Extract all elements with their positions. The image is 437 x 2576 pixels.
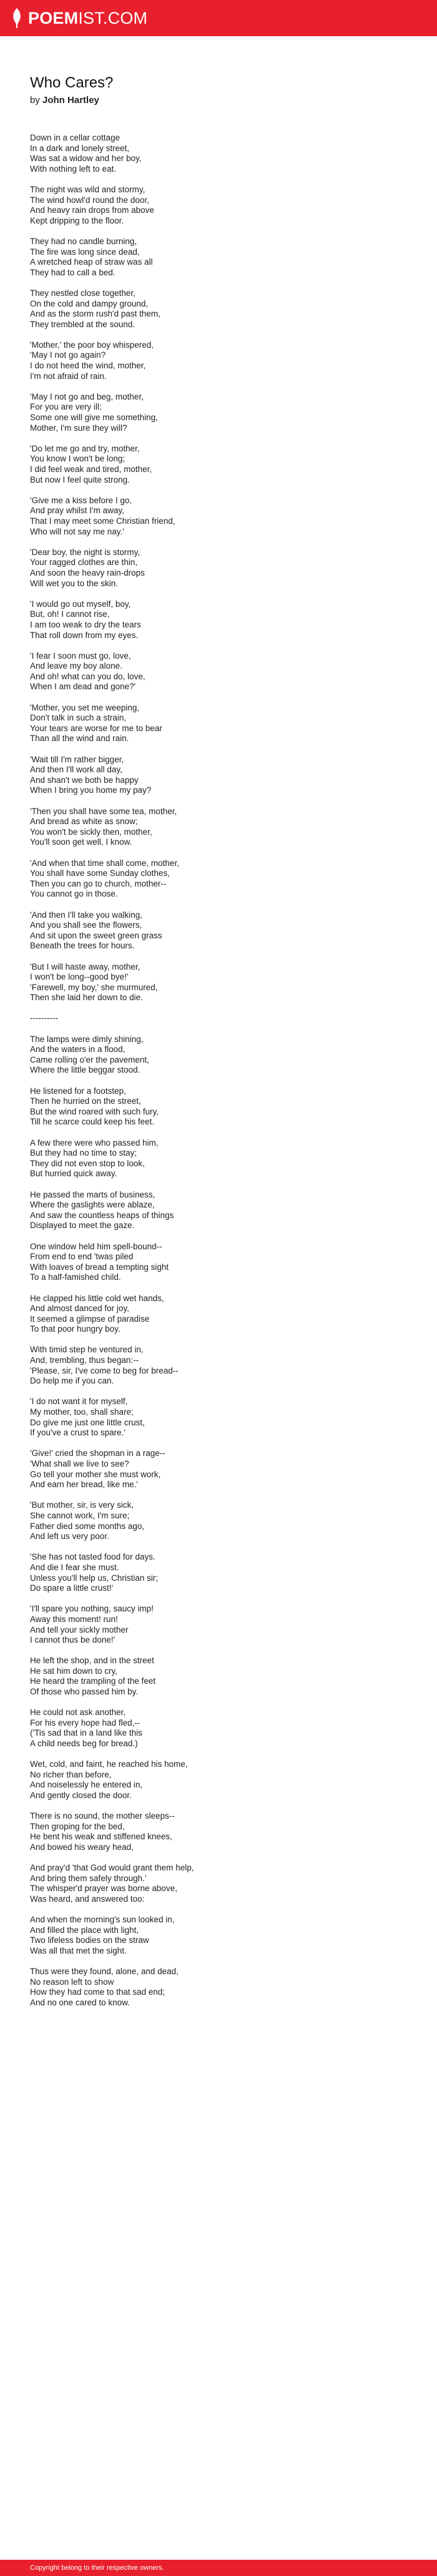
poem-line: Then you can go to church, mother--	[30, 878, 167, 888]
stanza	[30, 1345, 405, 1386]
stanza	[30, 1013, 405, 1024]
poem-line: And pray'd 'that God would grant them help,	[30, 1863, 194, 1873]
poem-line: And shan't we both be happy	[30, 775, 139, 785]
poem-body	[30, 133, 405, 2008]
poem-line: 'What shall we live to see?	[30, 1459, 129, 1468]
poem-line: And as the storm rush'd past them,	[30, 309, 160, 319]
logo-text	[28, 7, 147, 29]
stanza	[30, 185, 405, 226]
site-logo[interactable]	[11, 7, 147, 29]
poem-line: Where the gaslights were ablaze,	[30, 1200, 155, 1210]
stanza	[30, 755, 405, 796]
copyright-text: Copyright belong to their respective owners.	[30, 2564, 164, 2572]
poem-line: And you shall see the flowers,	[30, 920, 142, 930]
poem-line: Your ragged clothes are thin,	[30, 558, 138, 568]
poem-line: How they had come to that sad end;	[30, 1987, 165, 1997]
poem-line: Down in a cellar cottage	[30, 133, 120, 142]
stanza	[30, 1242, 405, 1283]
poem-line: But, oh! I cannot rise,	[30, 609, 110, 619]
stanza	[30, 1294, 405, 1335]
poem-line: And tell your sickly mother	[30, 1625, 129, 1635]
stanza	[30, 910, 405, 951]
poem-line: From end to end 'twas piled	[30, 1252, 134, 1262]
poem-line: And then I'll work all day,	[30, 765, 122, 775]
poem-line: Thus were they found, alone, and dead,	[30, 1967, 179, 1977]
poem-line: The wind howl'd round the door,	[30, 195, 149, 205]
poem-line: 'May I not go again?	[30, 350, 106, 360]
stanza	[30, 858, 405, 900]
poem-line: Two lifeless bodies on the straw	[30, 1935, 149, 1945]
poem-line: The lamps were dimly shining,	[30, 1034, 144, 1044]
poem-line: One window held him spell-bound--	[30, 1241, 162, 1251]
poem-line: You cannot go in those.	[30, 889, 118, 899]
poem-line: Was heard, and answered too:	[30, 1894, 145, 1904]
stanza	[30, 1915, 405, 1956]
quill-pen-icon	[11, 8, 23, 28]
poem-line: And bring them safely through.'	[30, 1873, 147, 1883]
poem-line: They nestled close together,	[30, 288, 135, 298]
poem-line: You won't be sickly then, mother,	[30, 827, 152, 837]
poem-line: And earn her bread, like me.'	[30, 1480, 138, 1490]
poem-line: He bent his weak and stiffened knees,	[30, 1832, 172, 1842]
poem-line: 'I'll spare you nothing, saucy imp!	[30, 1604, 154, 1614]
stanza	[30, 1604, 405, 1645]
poem-line: Do spare a little crust!'	[30, 1583, 114, 1593]
poem-content	[30, 74, 405, 2018]
poem-line: ----------	[30, 1013, 58, 1023]
stanza	[30, 651, 405, 692]
poem-line: But the wind roared with such fury,	[30, 1106, 159, 1116]
poem-line: 'She has not tasted food for days.	[30, 1552, 155, 1562]
poem-line: I do not heed the wind, mother,	[30, 361, 146, 371]
poem-line: 'Do let me go and try, mother,	[30, 443, 140, 453]
poem-line: 'Please, sir, I've come to beg for bread--	[30, 1365, 179, 1375]
poem-line: 'Give!' cried the shopman in a rage--	[30, 1448, 165, 1458]
poem-line: He passed the marts of business,	[30, 1189, 155, 1199]
stanza	[30, 1656, 405, 1697]
poem-line: 'But I will haste away, mother,	[30, 961, 140, 971]
stanza	[30, 237, 405, 278]
poem-line: He listened for a footstep,	[30, 1086, 126, 1096]
stanza	[30, 703, 405, 744]
poem-line: With loaves of bread a tempting sight	[30, 1262, 169, 1272]
poem-line: Then she laid her down to die.	[30, 993, 143, 1003]
poem-line: I cannot thus be done!'	[30, 1635, 115, 1645]
poem-line: And heavy rain drops from above	[30, 205, 154, 215]
poem-line: Where the little beggar stood.	[30, 1065, 140, 1075]
poem-line: 'Farewell, my boy,' she murmured,	[30, 982, 158, 992]
poem-line: 'May I not go and beg, mother,	[30, 391, 144, 401]
poem-line: Father died some months ago,	[30, 1521, 145, 1531]
logo-light-text: IST.COM	[78, 9, 148, 27]
poem-line: Came rolling o'er the pavement,	[30, 1054, 149, 1064]
by-prefix: by	[30, 95, 40, 106]
poem-line: You know I won't be long;	[30, 454, 125, 464]
poem-line: Some one will give me something,	[30, 413, 158, 423]
poem-line: Displayed to meet the gaze.	[30, 1221, 135, 1231]
poem-line: Don't talk in such a strain,	[30, 713, 127, 723]
poem-line: When I am dead and gone?'	[30, 682, 136, 692]
poem-line: The night was wild and stormy,	[30, 184, 145, 194]
poem-line: And oh! what can you do, love,	[30, 671, 145, 681]
poem-line: Mother, I'm sure they will?	[30, 423, 127, 433]
poem-line: And no one cared to know.	[30, 1997, 130, 2007]
poem-line: 'I do not want it for myself,	[30, 1397, 128, 1407]
poem-line: Till he scarce could keep his feet.	[30, 1117, 155, 1127]
poem-line: I won't be long--good bye!'	[30, 972, 129, 982]
poem-line: And when the morning's sun looked in,	[30, 1915, 175, 1925]
poem-line: And almost danced for joy,	[30, 1304, 129, 1314]
stanza	[30, 1552, 405, 1593]
poem-line: Was all that met the sight.	[30, 1945, 127, 1955]
poem-line: Do help me if you can.	[30, 1376, 114, 1386]
poem-line: Beneath the trees for hours.	[30, 941, 135, 951]
poem-byline	[30, 94, 405, 107]
poem-line: 'Mother, you set me weeping,	[30, 702, 140, 712]
stanza	[30, 807, 405, 848]
poem-line: And sit upon the sweet green grass	[30, 930, 162, 940]
poem-line: I did feel weak and tired, mother,	[30, 465, 152, 474]
poem-line: Will wet you to the skin.	[30, 578, 119, 588]
poem-line: And, trembling, thus began:--	[30, 1355, 139, 1365]
stanza	[30, 1138, 405, 1179]
poem-line: A wretched heap of straw was all	[30, 257, 153, 267]
poem-line: No reason left to show	[30, 1977, 114, 1987]
poem-line: You shall have some Sunday clothes,	[30, 868, 170, 878]
poem-line: They had to call a bed.	[30, 267, 115, 277]
poem-line: For you are very ill;	[30, 402, 102, 412]
stanza	[30, 1500, 405, 1541]
poem-line: 'I would go out myself, boy,	[30, 599, 131, 609]
stanza	[30, 392, 405, 433]
poem-line: That I may meet some Christian friend,	[30, 516, 175, 526]
stanza	[30, 133, 405, 174]
poem-line: In a dark and lonely street,	[30, 143, 130, 153]
poem-line: I am too weak to dry the tears	[30, 619, 141, 629]
poem-line: Your tears are worse for me to bear	[30, 723, 162, 733]
poem-line: And pray whilst I'm away,	[30, 506, 124, 516]
stanza	[30, 1397, 405, 1438]
stanza	[30, 1035, 405, 1076]
poem-line: And die I fear she must.	[30, 1562, 119, 1572]
poem-line: On the cold and dampy ground,	[30, 298, 149, 308]
poem-line: He could not ask another,	[30, 1708, 126, 1718]
poem-line: But hurried quick away.	[30, 1169, 117, 1179]
poem-line: With nothing left to eat.	[30, 164, 117, 174]
poem-line: He sat him down to cry,	[30, 1666, 118, 1676]
poem-line: To that poor hungry boy.	[30, 1324, 120, 1334]
poem-line: A few there were who passed him,	[30, 1138, 159, 1148]
site-footer	[0, 2560, 437, 2576]
logo-bold-text: POEM	[28, 9, 79, 27]
poem-line: 'And then I'll take you walking,	[30, 910, 143, 920]
poem-line: Kept dripping to the floor.	[30, 215, 124, 225]
poem-line: They trembled at the sound.	[30, 319, 135, 329]
poem-line: 'Give me a kiss before I go,	[30, 495, 132, 505]
stanza	[30, 288, 405, 330]
stanza	[30, 496, 405, 537]
poem-line: And the waters in a flood,	[30, 1045, 125, 1054]
stanza	[30, 1086, 405, 1128]
poem-line: To a half-famished child.	[30, 1272, 121, 1282]
poem-line: 'And when that time shall come, mother,	[30, 858, 179, 868]
poem-line: Was sat a widow and her boy,	[30, 154, 142, 164]
stanza	[30, 1448, 405, 1490]
stanza	[30, 1967, 405, 2008]
poem-line: You'll soon get well, I know.	[30, 837, 132, 847]
poem-line: He left the shop, and in the street	[30, 1656, 154, 1666]
poem-line: Then groping for the bed,	[30, 1821, 125, 1831]
poem-line: My mother, too, shall share;	[30, 1407, 134, 1417]
poem-line: It seemed a glimpse of paradise	[30, 1314, 150, 1324]
stanza	[30, 1863, 405, 1904]
poem-line: With timid step he ventured in,	[30, 1345, 144, 1355]
poem-line: And saw the countless heaps of things	[30, 1210, 174, 1220]
stanza	[30, 1708, 405, 1749]
poem-line: The fire was long since dead,	[30, 247, 140, 257]
stanza	[30, 962, 405, 1003]
poem-line: And noiselessly he entered in,	[30, 1780, 143, 1790]
stanza	[30, 1811, 405, 1852]
stanza	[30, 599, 405, 641]
poem-line: 'But mother, sir, is very sick,	[30, 1500, 134, 1510]
stanza	[30, 340, 405, 381]
poem-line: And left us very poor.	[30, 1531, 109, 1541]
poem-line: Away this moment! run!	[30, 1614, 118, 1624]
poem-line: He clapped his little cold wet hands,	[30, 1293, 164, 1303]
poem-line: And bread as white as snow;	[30, 817, 138, 827]
poem-line: And soon the heavy rain-drops	[30, 568, 145, 578]
poem-line: 'Mother,' the poor boy whispered,	[30, 340, 154, 350]
poem-line: Go tell your mother she must work,	[30, 1469, 161, 1479]
poem-line: There is no sound, the mother sleeps--	[30, 1811, 175, 1821]
stanza	[30, 1759, 405, 1801]
poem-line: A child needs beg for bread.)	[30, 1739, 138, 1749]
poem-line: If you've a crust to spare.'	[30, 1428, 125, 1438]
poem-line: I'm not afraid of rain.	[30, 371, 107, 381]
poem-line: No richer than before,	[30, 1769, 112, 1779]
poem-line: For his every hope had fled,--	[30, 1718, 140, 1728]
stanza	[30, 1190, 405, 1231]
poem-line: He heard the trampling of the feet	[30, 1676, 156, 1686]
poem-line: That roll down from my eyes.	[30, 630, 139, 640]
poem-line: But now I feel quite strong.	[30, 474, 130, 484]
stanza	[30, 444, 405, 485]
poem-line: Unless you'll help us, Christian sir;	[30, 1573, 159, 1583]
poem-line: Do give me just one little crust,	[30, 1417, 145, 1427]
poem-line: 'I fear I soon must go, love,	[30, 651, 131, 661]
poem-line: They had no candle burning,	[30, 236, 137, 246]
poem-line: When I bring you home my pay?	[30, 785, 152, 795]
poem-line: Who will not say me nay.'	[30, 526, 124, 536]
poem-line: Of those who passed him by.	[30, 1687, 139, 1697]
poem-line: Then he hurried on the street,	[30, 1096, 141, 1106]
poem-line: And filled the place with light,	[30, 1925, 139, 1935]
poem-line: 'Dear boy, the night is stormy,	[30, 547, 140, 557]
poem-line: And bowed his weary head,	[30, 1842, 134, 1852]
poem-line: ('Tis sad that in a land like this	[30, 1728, 142, 1738]
poem-line: But they had no time to stay;	[30, 1148, 137, 1158]
poem-line: She cannot work, I'm sure;	[30, 1510, 130, 1520]
poem-line: And gently closed the door.	[30, 1791, 132, 1800]
poem-line: 'Wait till I'm rather bigger,	[30, 754, 124, 764]
stanza	[30, 548, 405, 589]
poem-title: Who Cares?	[30, 74, 114, 91]
poem-line: Than all the wind and rain.	[30, 734, 129, 744]
poem-line: And leave my boy alone.	[30, 661, 122, 671]
poem-line: They did not even stop to look,	[30, 1158, 145, 1168]
poem-line: The whisper'd prayer was borne above,	[30, 1884, 177, 1894]
poem-line: 'Then you shall have some tea, mother,	[30, 806, 177, 816]
author-link[interactable]: John Hartley	[42, 95, 99, 106]
site-header	[0, 0, 437, 36]
poem-line: Wet, cold, and faint, he reached his home,	[30, 1759, 188, 1769]
